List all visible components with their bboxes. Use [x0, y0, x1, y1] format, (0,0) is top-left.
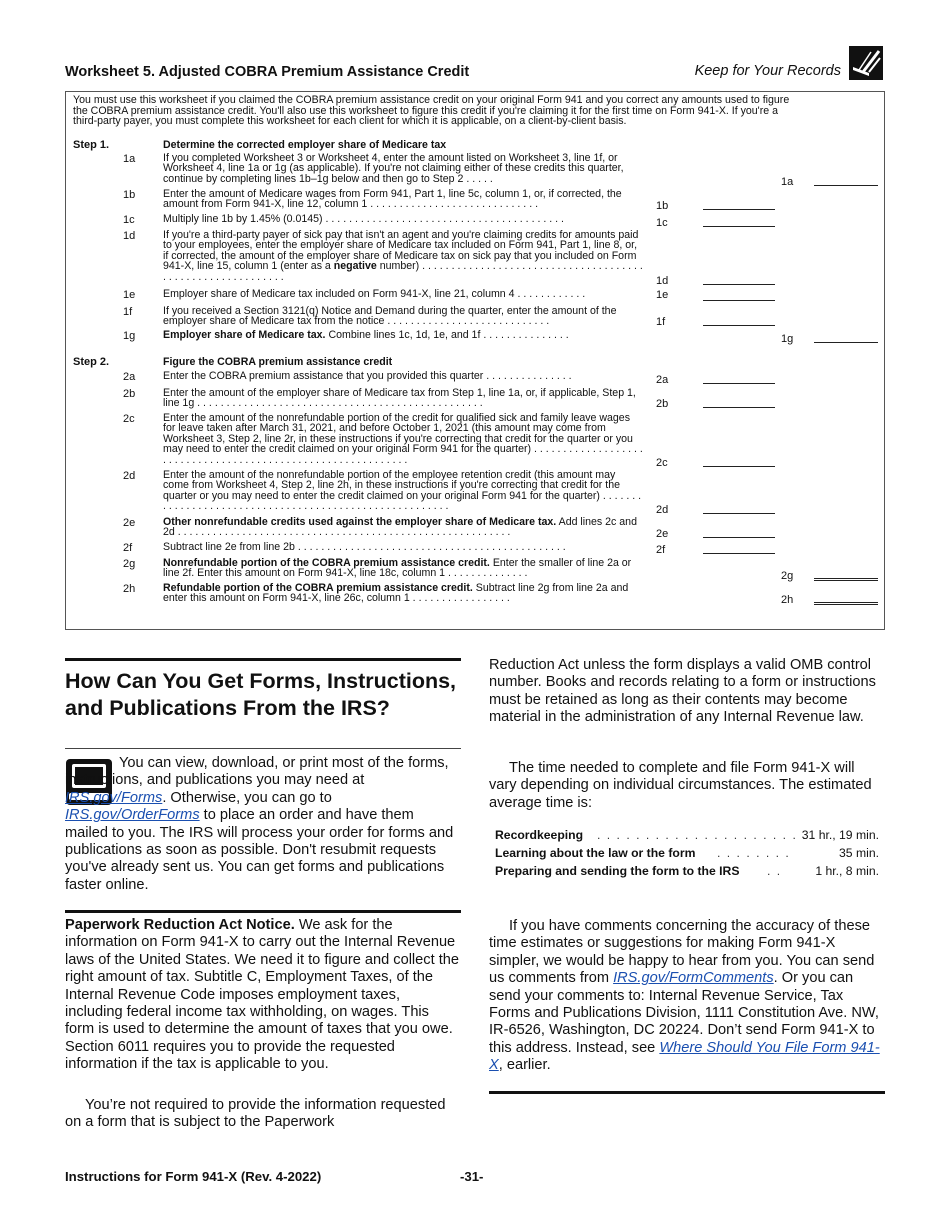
time-intro-paragraph — [489, 760, 884, 812]
paperwork-paragraph-2 — [65, 1097, 460, 1132]
line-1a-label: 1a — [781, 176, 794, 188]
line-1d-label: 1d — [656, 275, 669, 287]
line-1d-text — [163, 230, 643, 282]
line-text-body: If you're a third-party payer of sick pay that isn't an agent and you're claiming credits for amounts paid to your employees, enter the employer share of Medicare tax included on Form 941, Part 1, line 8, or, if corrected, the amount of the employer share of Medicare tax on sick pay that you included on Form 941-X, line 15, column 1 (enter as a — [163, 229, 639, 273]
time-row — [495, 846, 879, 864]
line-number: 2d — [123, 470, 136, 482]
line-1b-text — [163, 189, 643, 210]
line-number: 1e — [123, 289, 136, 301]
leader-dots: . . . . . . . . . . . . . . . . . . . . . . . . . . . . . . . . . . . . . . . . . . . . . . . . . . . . . . . . . . . . . — [163, 443, 643, 466]
leader-dots: . . . . . — [463, 172, 493, 185]
line-2d-label: 2d — [656, 504, 669, 516]
line-2h-label: 2h — [781, 594, 794, 606]
time-label: Learning about the law or the form — [495, 846, 696, 860]
comments-text: , earlier. — [498, 1057, 551, 1074]
line-1e-entry[interactable] — [703, 300, 775, 301]
irs-forms-link[interactable]: IRS.gov/Forms — [65, 789, 163, 806]
leader-dots: . . . . . . . . . . . . . . . . . . . . . . . — [597, 828, 817, 842]
line-text-body: Enter the amount of the nonrefundable portion of the employee retention credit (this amount may come from Worksheet 4, Step 2, line 2h, in these instructions if you're correcting that credit for the quarter or you may need to enter the credit claimed on your original Form 941 for the quarter) — [163, 469, 620, 502]
time-row — [495, 828, 879, 846]
leader-dots: . . . . . . . . . . . . . . . . . . . . . . . . . . . . . . . . . . . . . . . . . . . . . . . . . — [194, 397, 483, 410]
line-bold-text: Other nonrefundable credits used against the employer share of Medicare tax. — [163, 516, 557, 528]
line-text-body: Enter the amount of the nonrefundable portion of the credit for qualified sick and family leave wages for leave taken after March 31, 2021, and before October 1, 2021 (this amount may come from Worksheet 3, Step 2, line 2r, in these instructions if you're correcting that credit for the quarter or you may need to enter the credit claimed on your original Form 941 for the quarter) — [163, 412, 633, 456]
line-text-body: Combine lines 1c, 1d, 1e, and 1f — [325, 329, 481, 341]
line-1c-label: 1c — [656, 217, 668, 229]
line-bold-text: negative — [333, 260, 377, 273]
time-row — [495, 864, 879, 882]
leader-dots: . . . . . . . . . . . . . . — [445, 567, 528, 580]
leader-dots: . . . . . . . . . . . . . . . — [483, 370, 572, 382]
line-text-body: If you completed Worksheet 3 or Worksheet 4, enter the amount listed on Worksheet 3, line 1f, or Worksheet 4, line 1a or 1g (as applicable). If you're not claiming either of these credits this quarter, continue by completing lines 1b–1g below and then go to Step 2 — [163, 152, 624, 185]
where-to-file-link[interactable]: Where Should You File Form 941-X — [489, 1039, 880, 1074]
line-text-body: Enter the amount of the employer share of Medicare tax from Step 1, line 1a, or, if applicable, Step 1, line 1g — [163, 387, 636, 410]
step-2-label: Step 2. — [73, 356, 110, 368]
irs-order-forms-link[interactable]: IRS.gov/OrderForms — [65, 807, 200, 824]
leader-dots: . . . . . . . . . . . . . . . . . . . . . . . . . . . . . . . . . . . . . . . . . . . . . . . . . . . . . . . . . — [174, 526, 511, 539]
comments-text: If you have comments concerning the accuracy of these time estimates or suggestions for making Form 941-X simpler, we would be happy to hear from you. You can send us comments from — [489, 918, 875, 987]
line-number: 2e — [123, 517, 136, 529]
leader-dots: . . . . . . . . . . . . . . . . . — [409, 592, 510, 605]
line-2g-label: 2g — [781, 570, 794, 582]
forms-text: . Otherwise, you can go to — [162, 789, 332, 806]
line-text-body: number) — [379, 260, 420, 273]
line-1c-entry[interactable] — [703, 226, 775, 227]
line-2e-entry[interactable] — [703, 537, 775, 538]
section-rule — [65, 910, 461, 913]
line-2f-text — [163, 542, 643, 552]
line-text-body: Enter the COBRA premium assistance that you provided this quarter — [163, 370, 484, 382]
time-value: 35 min. — [839, 846, 879, 860]
line-2b-text — [163, 388, 643, 409]
line-2g-entry[interactable] — [814, 578, 878, 581]
comments-text: . Or you can send your comments to: Internal Revenue Service, Tax Forms and Publications Division, 1111 Constitution Ave. NW, IR-6526, Washington, DC 20224. Don’t send Form 941-X to this address. Instead, see — [489, 970, 879, 1056]
line-2g-text — [163, 558, 643, 579]
line-2h-text — [163, 583, 643, 604]
forms-section-heading: How Can You Get Forms, Instructions, and Publications From the IRS? — [65, 669, 457, 720]
line-2d-entry[interactable] — [703, 513, 775, 514]
step-1-title — [163, 140, 643, 150]
line-text-body: Multiply line 1b by 1.45% (0.0145) — [163, 213, 323, 225]
line-1d-entry[interactable] — [703, 284, 775, 285]
intro-line: third-party payer, you must complete this worksheet for each client for which it is applicable, on a client-by-client basis. — [73, 115, 627, 128]
step-title-text: Determine the corrected employer share of Medicare tax — [163, 139, 447, 151]
leader-dots: . . . . . . . . . . . . . . . . . . . . . . . . . . . . . . . . . . . . . . . . . . . . . . . . . . . . . . . . — [163, 489, 642, 513]
line-2f-label: 2f — [656, 544, 666, 556]
line-1f-label: 1f — [656, 316, 666, 328]
line-1g-entry[interactable] — [814, 342, 878, 343]
line-number: 1f — [123, 306, 133, 318]
leader-dots: . . . . . . . . — [717, 846, 791, 860]
paperwork-text: You’re not required to provide the information requested on a form that is subject to the Paperwork — [65, 1097, 446, 1131]
line-number: 1g — [123, 330, 136, 342]
line-2f-entry[interactable] — [703, 553, 775, 554]
worksheet-title: Worksheet 5. Adjusted COBRA Premium Assistance Credit — [65, 64, 470, 80]
worksheet-header — [65, 46, 883, 86]
step-title-text: Figure the COBRA premium assistance credit — [163, 356, 393, 368]
leader-dots: . . . . . . . . . . . . — [514, 288, 586, 300]
keep-for-records-label: Keep for Your Records — [694, 63, 841, 79]
line-1c-text — [163, 214, 643, 224]
comments-paragraph — [489, 918, 884, 1075]
leader-dots: . . . . . . . . . . . . . . . . . . . . . . . . . . . . . . . . . . . . . . . . . — [322, 213, 564, 225]
line-number: 1c — [123, 214, 135, 226]
line-number: 2b — [123, 388, 136, 400]
leader-dots: . . . . . . . . . . . . . . . . . . . . . . . . . . . . . . . . . . . . . . . . . . . . . . . . . . . . . . . . . . . — [163, 260, 643, 283]
time-value: 31 hr., 19 min. — [801, 828, 879, 842]
line-number: 2a — [123, 371, 136, 383]
intro-line: You must use this worksheet if you claimed the COBRA premium assistance credit on your original Form 941 and you correct any amounts used to figure — [73, 94, 790, 106]
intro-line: the COBRA premium assistance credit. You'll also use this worksheet to figure this credit if you're claiming it for the first time on Form 941-X. If you're a — [73, 104, 778, 117]
paperwork-paragraph-2-cont: Reduction Act unless the form displays a valid OMB control number. Books and records relating to a form or instructions must be retained as long as their contents may become material in the administration of any Internal Revenue law. — [489, 657, 876, 726]
forms-text: You can view, download, or print most of the forms, instructions, and publications you may need at — [65, 755, 449, 789]
irs-form-comments-link[interactable]: IRS.gov/FormComments — [613, 970, 774, 987]
line-2e-label: 2e — [656, 528, 669, 540]
line-number: 1b — [123, 189, 136, 201]
line-2d-text — [163, 470, 643, 512]
line-1b-entry[interactable] — [703, 209, 775, 210]
section-rule — [65, 658, 461, 661]
leader-dots: . . . . . . . . . . . . . . . . . . . . . . . . . . . . . — [367, 198, 539, 211]
line-text-body: Enter the smaller of line 2a or line 2f. Enter this amount on Form 941-X, line 18c, column 1 — [163, 557, 632, 580]
page-number: -31- — [460, 1169, 484, 1184]
line-2c-label: 2c — [656, 457, 668, 469]
step-1-label: Step 1. — [73, 139, 110, 151]
line-1f-text — [163, 306, 643, 327]
worksheet-intro — [73, 95, 873, 127]
forms-text: to place an order and have them mailed to you. The IRS will process your order for forms and publications as soon as possible. Don't resubmit requests you've already sent us. You can get forms and publications faster online. — [65, 807, 454, 893]
line-1g-text — [163, 330, 643, 340]
paperwork-paragraph — [65, 917, 460, 1074]
footer-form-title: Instructions for Form 941-X (Rev. 4-2022) — [65, 1169, 322, 1184]
paperwork-text: We ask for the information on Form 941-X to carry out the Internal Revenue laws of the United States. We need it to figure and collect the right amount of tax. Subtitle C, Employment Taxes, of the Internal Revenue Code imposes employment taxes, including federal income tax withholding, on wages. This form is used to determine the amount of taxes that you owe. Section 6011 requires you to provide the requested information if the tax is applicable to you. — [65, 917, 459, 1073]
line-2e-text — [163, 517, 643, 538]
line-1e-label: 1e — [656, 289, 669, 301]
line-2c-entry[interactable] — [703, 466, 775, 467]
line-text-body: Enter the amount of Medicare wages from Form 941, Part 1, line 5c, column 1, or, if corrected, the amount from Form 941-X, line 12, column 1 — [163, 188, 622, 211]
time-label: Preparing and sending the form to the IRS — [495, 864, 740, 878]
forms-paragraph — [65, 755, 460, 894]
line-1b-label: 1b — [656, 200, 669, 212]
line-2a-text — [163, 371, 643, 381]
line-2h-entry[interactable] — [814, 602, 878, 605]
leader-dots: . . . . . . . . . . . . . . . — [480, 329, 569, 341]
line-bold-text: Refundable portion of the COBRA premium assistance credit. — [163, 582, 473, 594]
line-text-body: Employer share of Medicare tax included on Form 941-X, line 21, column 4 — [163, 288, 515, 300]
line-1g-label: 1g — [781, 333, 794, 345]
time-value: 1 hr., 8 min. — [815, 864, 879, 878]
line-number: 2g — [123, 558, 136, 570]
line-2a-entry[interactable] — [703, 383, 775, 384]
line-number: 2f — [123, 542, 133, 554]
line-text-body: Subtract line 2g from line 2a and enter this amount on Form 941-X, line 26c, column 1 — [163, 582, 629, 605]
leader-dots: . . . . . . . . . . . . . . . . . . . . . . . . . . . . — [384, 315, 550, 328]
step-2-title — [163, 357, 643, 367]
paperwork-title: Paperwork Reduction Act Notice. — [65, 917, 295, 933]
line-1a-text — [163, 153, 643, 184]
line-number: 2h — [123, 583, 136, 595]
line-number: 2c — [123, 413, 135, 425]
line-bold-text: Employer share of Medicare tax. — [163, 329, 326, 341]
line-2b-entry[interactable] — [703, 407, 775, 408]
line-text-body: Subtract line 2e from line 2b — [163, 541, 295, 553]
line-number: 1a — [123, 153, 136, 165]
line-text-body: If you received a Section 3121(q) Notice and Demand during the quarter, enter the amount of the employer share of Medicare tax from the notice — [163, 305, 617, 328]
line-text-body: Add lines 2c and 2d — [163, 516, 637, 539]
section-rule — [489, 1091, 885, 1094]
leader-dots: . . — [767, 864, 782, 878]
time-label: Recordkeeping — [495, 828, 584, 842]
line-2c-text — [163, 413, 643, 465]
line-1e-text — [163, 289, 643, 299]
heading-underline — [65, 748, 461, 749]
line-2b-label: 2b — [656, 398, 669, 410]
paperwork-text: The time needed to complete and file Form 941-X will vary depending on individual circumstances. The estimated average time is: — [489, 760, 872, 811]
time-estimate-table — [495, 828, 879, 882]
worksheet-box — [65, 91, 885, 630]
line-number: 1d — [123, 230, 136, 242]
pencil-records-icon — [849, 46, 883, 80]
line-1a-entry[interactable] — [814, 185, 878, 186]
line-2a-label: 2a — [656, 374, 669, 386]
line-1f-entry[interactable] — [703, 325, 775, 326]
leader-dots: . . . . . . . . . . . . . . . . . . . . . . . . . . . . . . . . . . . . . . . . . . . . . . — [294, 541, 566, 553]
line-bold-text: Nonrefundable portion of the COBRA premium assistance credit. — [163, 557, 490, 569]
